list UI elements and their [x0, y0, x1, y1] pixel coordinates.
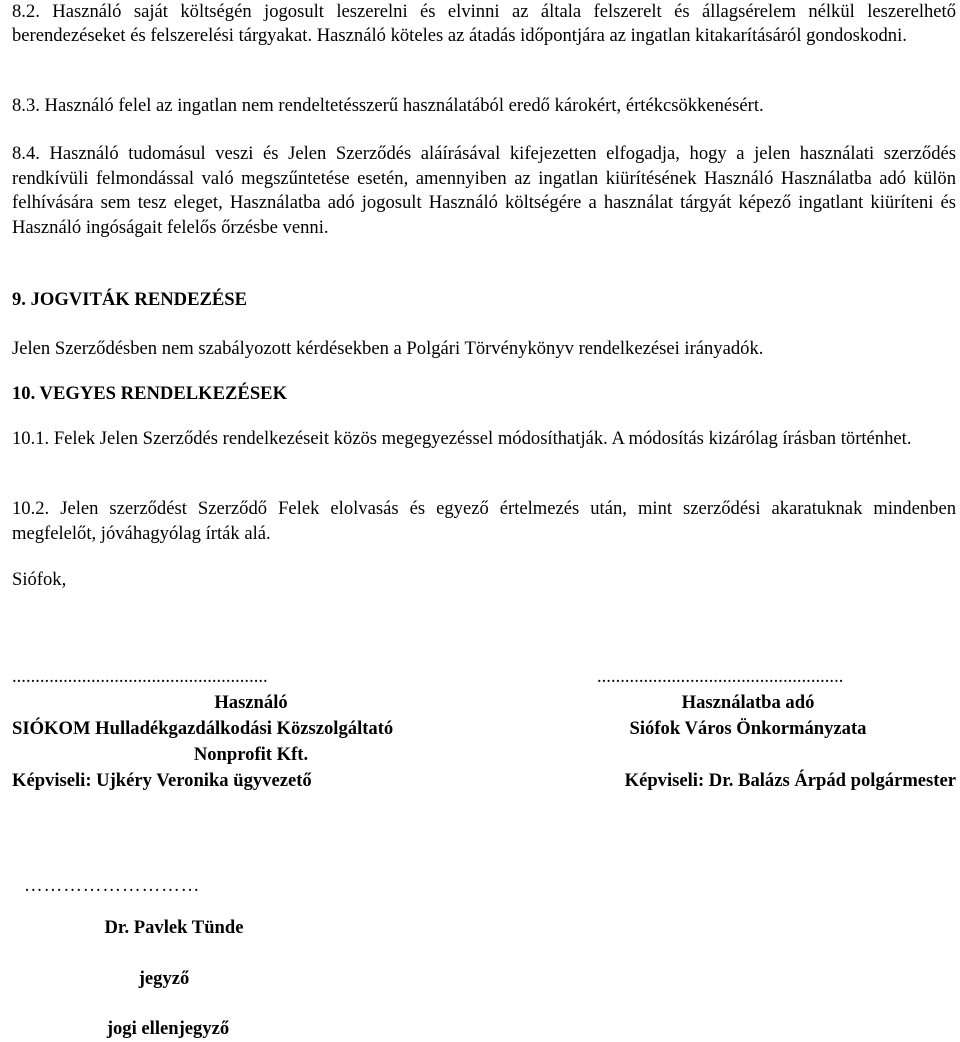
place-line: Siófok,: [12, 569, 67, 590]
section-heading-10: 10. VEGYES RENDELKEZÉSEK: [12, 383, 288, 404]
notary-name: Dr. Pavlek Tünde: [104, 917, 244, 938]
signatory-rep-right: Képviseli: Dr. Balázs Árpád polgármester: [624, 770, 956, 791]
paragraph-10-1: 10.1. Felek Jelen Szerződés rendelkezéseit közös megegyezéssel módosíthatják. A módosítás kizárólag írásban történhet.: [12, 428, 912, 449]
signatory-org-left: SIÓKOM Hulladékgazdálkodási Közszolgáltató: [12, 718, 394, 739]
signatory-rep-left: Képviseli: Ujkéry Veronika ügyvezető: [12, 770, 312, 791]
section-heading-9: 9. JOGVITÁK RENDEZÉSE: [12, 289, 248, 310]
signatory-org-right: Siófok Város Önkormányzata: [629, 718, 867, 739]
notary-signature-line: ………………………: [24, 875, 201, 896]
signatory-role-left: Használó: [214, 692, 288, 713]
signature-block-right: [540, 664, 956, 794]
signatory-org-left-2: Nonprofit Kft.: [193, 744, 309, 765]
notary-title: jegyző: [138, 968, 190, 989]
paragraph-9: Jelen Szerződésben nem szabályozott kérdésekben a Polgári Törvénykönyv rendelkezései irányadók.: [12, 338, 764, 359]
notary-subtitle: jogi ellenjegyző: [106, 1018, 230, 1039]
paragraph-8-3: 8.3. Használó felel az ingatlan nem rendeltetésszerű használatából eredő károkért, értékcsökkenésért.: [12, 95, 764, 116]
paragraph-8-4: 8.4. Használó tudomásul veszi és Jelen Szerződés aláírásával kifejezetten elfogadja, hogy a jelen használati szerződés rendkívüli felmondással való megszűntetése esetén, amennyiben az ingatlan kiürítésének Használó Használatba adó külön felhívására sem tesz eleget, Használatba adó jogosult Használó költségére a használat tárgyát képező ingatlant kiüríteni és Használó ingóságait felelős őrzésbe venni.: [12, 143, 956, 238]
signature-block-left: [12, 664, 490, 794]
signature-line-right: .....................................................: [597, 666, 844, 687]
signatory-role-right: Használatba adó: [681, 692, 815, 713]
signature-line-left: .......................................................: [12, 666, 268, 687]
paragraph-8-2: 8.2. Használó saját költségén jogosult leszerelni és elvinni az általa felszerelt és állagsérelem nélkül leszerelhető berendezéseket és felszerelési tárgyakat. Használó köteles az átadás időpontjára az ingatlan kitakarításáról gondoskodni.: [12, 1, 956, 46]
paragraph-10-2: 10.2. Jelen szerződést Szerződő Felek elolvasás és egyező értelmezés után, mint szerződési akaratuknak mindenben megfelelőt, jóváhagyólag írták alá.: [12, 498, 956, 544]
